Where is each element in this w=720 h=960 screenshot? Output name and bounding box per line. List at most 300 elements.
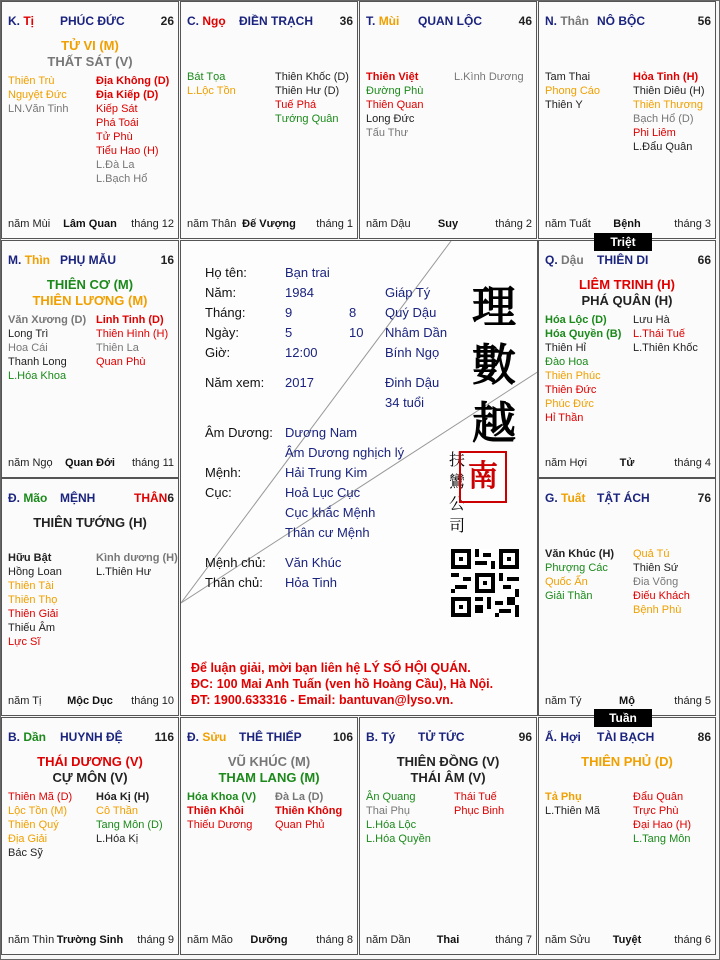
minor-star: Phục Binh xyxy=(454,805,505,817)
tieu-han-year: năm Mão xyxy=(187,934,233,946)
minor-star: L.Thiên Mã xyxy=(545,805,601,817)
palace-header xyxy=(181,14,357,30)
stamp-char-1: 扶 xyxy=(448,450,465,469)
minor-star: Thiếu Âm xyxy=(8,622,56,634)
main-star: THẤT SÁT (V) xyxy=(47,54,133,69)
palace-footer xyxy=(2,457,178,471)
minor-star: Quan Phù xyxy=(96,356,146,368)
than-chu-label: Thân chủ: xyxy=(205,575,263,590)
left-stars xyxy=(187,790,256,832)
palace-header xyxy=(539,253,715,269)
red-seal: 南 xyxy=(459,451,507,503)
main-star: LIÊM TRINH (H) xyxy=(578,277,676,292)
calligraphy-char-3: 越 xyxy=(472,398,516,449)
palace-can-chi: B. Dần xyxy=(8,730,47,744)
than-chu-value: Hỏa Tinh xyxy=(285,575,338,590)
main-stars xyxy=(2,515,178,531)
palace-name: QUAN LỘC xyxy=(418,14,482,28)
main-star: THIÊN CƠ (M) xyxy=(46,277,134,292)
hour-label: Giờ: xyxy=(205,345,231,360)
main-star: THIÊN ĐỒNG (V) xyxy=(396,754,500,769)
palace-can-chi: G. Tuất xyxy=(545,491,586,505)
minor-star: Tang Môn (D) xyxy=(96,819,163,831)
palace-name: THIÊN DI xyxy=(597,253,649,267)
minor-star: Điếu Khách xyxy=(633,590,690,602)
palace-header xyxy=(2,253,178,269)
minor-star: LN.Văn Tinh xyxy=(8,103,69,115)
truong-sinh: Mộc Dục xyxy=(67,695,113,707)
main-stars xyxy=(539,277,715,309)
nguyet-han: tháng 6 xyxy=(674,934,711,946)
minor-star: Tướng Quân xyxy=(275,113,339,125)
truong-sinh: Suy xyxy=(437,218,459,230)
palace-dai-han: 26 xyxy=(160,14,174,28)
nguyet-han: tháng 12 xyxy=(131,218,174,230)
stamp-char-3: 公 xyxy=(448,494,465,513)
nguyet-han: tháng 7 xyxy=(495,934,532,946)
minor-star: Linh Tinh (D) xyxy=(96,314,164,326)
right-stars xyxy=(633,70,705,154)
stamp-char-2: 鸞 xyxy=(448,472,465,491)
cuc-note: Cục khắc Mệnh xyxy=(285,505,376,520)
truong-sinh: Mộ xyxy=(619,695,635,707)
minor-star: Thiên Hình (H) xyxy=(96,328,169,340)
palace-header xyxy=(2,14,178,30)
palace-dai-han: 66 xyxy=(697,253,711,267)
right-stars xyxy=(454,70,524,84)
right-stars xyxy=(633,547,690,617)
contact-line-2: ĐC: 100 Mai Anh Tuấn (ven hồ Hoàng Cầu), Hà Nội. xyxy=(191,677,494,691)
minor-star: L.Hóa Quyền xyxy=(366,833,431,845)
left-stars xyxy=(545,313,621,425)
name-value: Bạn trai xyxy=(285,265,330,280)
palace-footer xyxy=(2,218,178,232)
minor-star: Lưu Hà xyxy=(633,314,670,326)
left-stars xyxy=(8,74,69,116)
minor-star: L.Thiên Hư xyxy=(96,566,152,578)
minor-star: L.Thiên Khốc xyxy=(633,342,698,354)
left-stars xyxy=(366,70,423,140)
menh-chu-label: Mệnh chủ: xyxy=(205,555,266,570)
minor-star: Thanh Long xyxy=(8,356,67,368)
palace-footer xyxy=(539,934,715,948)
minor-star: Lực Sĩ xyxy=(8,636,41,648)
palace-footer xyxy=(539,457,715,471)
year-value: 1984 xyxy=(285,285,314,300)
main-star: THIÊN PHỦ (D) xyxy=(581,754,673,769)
right-stars xyxy=(633,313,698,355)
minor-star: Phúc Đức xyxy=(545,398,594,410)
menh-label: Mệnh: xyxy=(205,465,242,480)
minor-star: Long Trì xyxy=(8,328,49,340)
minor-star: Tam Thai xyxy=(545,71,591,83)
nguyet-han: tháng 8 xyxy=(316,934,353,946)
calligraphy-char-2: 數 xyxy=(472,340,516,391)
stamp-char-4: 司 xyxy=(448,516,465,535)
palace-ngo[interactable] xyxy=(180,1,358,239)
minor-star: Địa Kiếp (D) xyxy=(96,89,159,101)
right-stars xyxy=(454,790,504,818)
hour-value: 12:00 xyxy=(285,345,318,360)
truong-sinh: Tử xyxy=(619,457,635,469)
year-label: Năm: xyxy=(205,285,237,300)
palace-dai-han: 16 xyxy=(160,253,174,267)
tieu-han-year: năm Hợi xyxy=(545,457,588,469)
palace-footer xyxy=(360,934,536,948)
palace-footer xyxy=(539,218,715,232)
minor-star: Thiên Hư (D) xyxy=(275,85,340,97)
palace-can-chi: B. Tý xyxy=(366,730,396,744)
minor-star: Đà La (D) xyxy=(275,791,324,803)
minor-star: L.Hóa Khoa xyxy=(8,370,67,382)
palace-footer xyxy=(539,695,715,709)
palace-hoi[interactable] xyxy=(538,717,716,955)
palace-can-chi: T. Mùi xyxy=(366,14,400,28)
palace-name: PHỤ MẪU xyxy=(60,253,116,267)
triet-tag: Triệt xyxy=(594,233,652,251)
minor-star: Phong Cáo xyxy=(545,85,601,97)
palace-name: NÔ BỘC xyxy=(597,14,645,28)
left-stars xyxy=(8,551,62,649)
left-stars xyxy=(545,70,600,112)
right-stars xyxy=(275,70,349,126)
minor-star: Ân Quang xyxy=(366,791,416,803)
palace-can-chi: M. Thìn xyxy=(8,253,51,267)
palace-name: HUYNH ĐỆ xyxy=(60,730,123,744)
cuc-label: Cục: xyxy=(205,485,232,500)
palace-can-chi: Ấ. Hợi xyxy=(545,730,581,744)
minor-star: Tả Phụ xyxy=(545,791,582,803)
palace-name: TÀI BẠCH xyxy=(597,730,655,744)
tieu-han-year: năm Dậu xyxy=(366,218,411,230)
minor-star: Cô Thần xyxy=(96,805,138,817)
truong-sinh: Thai xyxy=(436,934,460,946)
day-solar: 5 xyxy=(285,325,293,340)
right-stars xyxy=(96,551,178,579)
minor-star: L.Kình Dương xyxy=(454,71,524,83)
month-lunar: 8 xyxy=(349,305,357,320)
minor-star: L.Đà La xyxy=(96,159,135,171)
palace-footer xyxy=(181,218,357,232)
palace-name: THÊ THIẾP xyxy=(239,730,302,744)
palace-ti[interactable] xyxy=(1,1,179,239)
minor-star: Đào Hoa xyxy=(545,356,589,368)
truong-sinh: Đế Vượng xyxy=(242,218,296,230)
minor-star: L.Bạch Hổ xyxy=(96,173,148,185)
minor-star: Hóa Lộc (D) xyxy=(545,314,607,326)
view-year-label: Năm xem: xyxy=(205,375,265,390)
tieu-han-year: năm Thân xyxy=(187,218,237,230)
tieu-han-year: năm Ngọ xyxy=(8,457,53,469)
truong-sinh: Lâm Quan xyxy=(63,218,117,230)
palace-header xyxy=(539,14,715,30)
palace-mao[interactable] xyxy=(1,478,179,716)
left-stars xyxy=(8,313,86,383)
tieu-han-year: năm Mùi xyxy=(8,218,51,230)
main-star: VŨ KHÚC (M) xyxy=(227,754,311,769)
palace-can-chi: C. Ngọ xyxy=(187,14,226,28)
nguyet-han: tháng 4 xyxy=(674,457,711,469)
palace-name: TỬ TỨC xyxy=(418,730,465,744)
minor-star: Quốc Ấn xyxy=(545,576,588,588)
minor-star: Quan Phủ xyxy=(275,819,325,831)
minor-star: Thiên Mã (D) xyxy=(8,791,73,803)
minor-star: Tuế Phá xyxy=(275,99,317,111)
right-stars xyxy=(96,74,169,186)
minor-star: Thiên Tài xyxy=(8,580,54,592)
than-cu-note: Thân cư Mệnh xyxy=(285,525,370,540)
qr-code-icon[interactable] xyxy=(451,549,519,617)
minor-star: Hữu Bật xyxy=(8,552,52,564)
right-stars xyxy=(275,790,342,832)
palace-header xyxy=(181,730,357,746)
day-canchi: Nhâm Dần xyxy=(385,325,448,340)
palace-than-marker: THÂN xyxy=(134,491,168,505)
minor-star: Phi Liêm xyxy=(633,127,676,139)
palace-dai-han: 116 xyxy=(154,730,174,744)
palace-thin[interactable] xyxy=(1,240,179,478)
minor-star: Quả Tú xyxy=(633,548,670,560)
palace-footer xyxy=(360,218,536,232)
palace-header xyxy=(539,491,715,507)
tuan-tag: Tuần xyxy=(594,709,652,727)
main-stars xyxy=(2,754,178,786)
minor-star: Địa Không (D) xyxy=(96,75,170,87)
minor-star: Thiên Quan xyxy=(366,99,424,111)
minor-star: Thiên Việt xyxy=(366,71,419,83)
nguyet-han: tháng 5 xyxy=(674,695,711,707)
palace-name: TẬT ÁCH xyxy=(597,491,650,505)
minor-star: Thiên Thọ xyxy=(8,594,58,606)
year-canchi: Giáp Tý xyxy=(385,285,431,300)
minor-star: Thiên Đức xyxy=(545,384,597,396)
minor-star: Long Đức xyxy=(366,113,415,125)
contact-line-3[interactable]: ĐT: 1900.633316 - Email: bantuvan@lyso.vn. xyxy=(191,693,454,707)
right-stars xyxy=(633,790,691,846)
minor-star: Thiên Diêu (H) xyxy=(633,85,705,97)
palace-dai-han: 106 xyxy=(332,730,353,744)
minor-star: L.Thái Tuế xyxy=(633,328,685,340)
calligraphy-char-1: 理 xyxy=(472,282,516,333)
minor-star: Thiên Không xyxy=(275,805,343,817)
minor-star: Thiên La xyxy=(96,342,139,354)
palace-can-chi: N. Thân xyxy=(545,14,590,28)
left-stars xyxy=(545,547,614,603)
palace-footer xyxy=(181,934,357,948)
minor-star: Bạch Hổ (D) xyxy=(633,113,694,125)
minor-star: L.Đẩu Quân xyxy=(633,141,693,153)
minor-star: Hỉ Thần xyxy=(545,412,584,424)
palace-header xyxy=(360,14,536,30)
minor-star: Đẩu Quân xyxy=(633,791,684,803)
minor-star: Trực Phù xyxy=(633,805,679,817)
tieu-han-year: năm Dần xyxy=(366,934,411,946)
center-info-panel xyxy=(180,240,538,716)
left-stars xyxy=(545,790,600,818)
minor-star: Hỏa Tinh (H) xyxy=(633,71,699,83)
left-stars xyxy=(366,790,431,846)
main-stars xyxy=(539,754,715,770)
palace-dai-han: 36 xyxy=(339,14,353,28)
palace-mui[interactable] xyxy=(359,1,537,239)
main-star: CỰ MÔN (V) xyxy=(52,770,128,785)
palace-header xyxy=(2,491,178,507)
right-stars xyxy=(96,313,168,369)
main-star: TỬ VI (M) xyxy=(61,38,119,53)
menh-chu-value: Văn Khúc xyxy=(285,555,342,570)
left-stars xyxy=(8,790,72,860)
age-value: 34 tuổi xyxy=(385,395,425,410)
contact-line-1: Để luận giải, mời bạn liên hệ LÝ SỐ HỘI QUÁN. xyxy=(191,661,471,675)
minor-star: Hoa Cái xyxy=(8,342,48,354)
minor-star: L.Tang Môn xyxy=(633,833,691,845)
palace-header xyxy=(539,730,715,746)
name-label: Họ tên: xyxy=(205,265,247,280)
minor-star: Hóa Khoa (V) xyxy=(187,791,257,803)
minor-star: Địa Giải xyxy=(8,833,48,845)
minor-star: Tiểu Hao (H) xyxy=(96,145,159,157)
minor-star: Văn Xương (D) xyxy=(8,314,87,326)
minor-star: Đại Hao (H) xyxy=(633,819,692,831)
main-star: PHÁ QUÂN (H) xyxy=(581,293,673,308)
main-star: THAM LANG (M) xyxy=(218,770,320,785)
palace-tuat[interactable] xyxy=(538,478,716,716)
minor-star: Phá Toái xyxy=(96,117,139,129)
tieu-han-year: năm Sửu xyxy=(545,934,591,946)
palace-name: MỆNH xyxy=(60,491,96,505)
minor-star: Thiên Sứ xyxy=(633,562,679,574)
minor-star: Phượng Các xyxy=(545,562,608,574)
tieu-han-year: năm Tuất xyxy=(545,218,591,230)
nguyet-han: tháng 2 xyxy=(495,218,532,230)
palace-dai-han: 46 xyxy=(518,14,532,28)
minor-star: L.Hóa Kị xyxy=(96,833,139,845)
minor-star: Tấu Thư xyxy=(366,127,409,139)
palace-dau[interactable] xyxy=(538,240,716,478)
amduong-note: Âm Dương nghịch lý xyxy=(285,445,405,460)
nguyet-han: tháng 1 xyxy=(316,218,353,230)
minor-star: Thiên Giải xyxy=(8,608,59,620)
palace-dai-han: 96 xyxy=(518,730,532,744)
month-canchi: Quý Dậu xyxy=(385,305,437,320)
main-stars xyxy=(2,277,178,309)
menh-value: Hải Trung Kim xyxy=(285,465,368,480)
tieu-han-year: năm Tý xyxy=(545,695,582,707)
minor-star: Bệnh Phù xyxy=(633,604,682,616)
minor-star: Thiên Khôi xyxy=(187,805,244,817)
minor-star: Đia Võng xyxy=(633,576,679,588)
minor-star: Đường Phù xyxy=(366,85,424,97)
palace-dai-han: 6 xyxy=(167,491,174,505)
minor-star: Thiên Hỉ xyxy=(545,342,586,354)
minor-star: Tử Phù xyxy=(96,131,133,143)
nguyet-han: tháng 3 xyxy=(674,218,711,230)
tieu-han-year: năm Thìn xyxy=(8,934,55,946)
minor-star: L.Hóa Lộc xyxy=(366,819,417,831)
palace-can-chi: Đ. Sửu xyxy=(187,730,227,744)
nguyet-han: tháng 11 xyxy=(131,457,174,469)
palace-header xyxy=(2,730,178,746)
palace-name: PHÚC ĐỨC xyxy=(60,14,125,28)
view-year-canchi: Đinh Dậu xyxy=(385,375,440,390)
hour-canchi: Bính Ngọ xyxy=(385,345,440,360)
minor-star: Hóa Quyền (B) xyxy=(545,328,622,340)
palace-suu[interactable] xyxy=(180,717,358,955)
palace-dai-han: 76 xyxy=(697,491,711,505)
minor-star: Bát Tọa xyxy=(187,71,226,83)
day-lunar: 10 xyxy=(349,325,364,340)
minor-star: Hồng Loan xyxy=(8,566,62,578)
left-stars xyxy=(187,70,236,98)
main-star: THÁI ÂM (V) xyxy=(410,770,486,785)
main-star: THIÊN LƯƠNG (M) xyxy=(32,293,148,308)
main-star: THÁI DƯƠNG (V) xyxy=(37,754,143,769)
truong-sinh: Tuyệt xyxy=(612,934,642,946)
main-stars xyxy=(181,754,357,786)
minor-star: Thiếu Dương xyxy=(187,819,253,831)
minor-star: Văn Khúc (H) xyxy=(545,548,615,560)
minor-star: Lộc Tồn (M) xyxy=(8,805,68,817)
truong-sinh: Trường Sinh xyxy=(56,934,124,946)
palace-can-chi: Q. Dậu xyxy=(545,253,584,267)
minor-star: Thiên Y xyxy=(545,99,583,111)
palace-than[interactable] xyxy=(538,1,716,239)
palace-can-chi: K. Tị xyxy=(8,14,35,28)
palace-dan[interactable] xyxy=(1,717,179,955)
palace-footer xyxy=(2,695,178,709)
month-solar: 9 xyxy=(285,305,293,320)
palace-dai-han: 56 xyxy=(697,14,711,28)
truong-sinh: Dưỡng xyxy=(250,934,288,946)
minor-star: Thiên Phúc xyxy=(545,370,601,382)
minor-star: Thái Tuế xyxy=(454,791,497,803)
palace-footer xyxy=(2,934,178,948)
minor-star: Kiếp Sát xyxy=(96,103,138,115)
tieu-han-year: năm Tị xyxy=(8,695,42,707)
main-stars xyxy=(360,754,536,786)
palace-dai-han: 86 xyxy=(697,730,711,744)
minor-star: Hóa Kị (H) xyxy=(96,791,150,803)
minor-star: Nguyệt Đức xyxy=(8,89,67,101)
truong-sinh: Quan Đới xyxy=(65,457,115,469)
cuc-value: Hoả Lục Cục xyxy=(285,485,361,500)
amduong-label: Âm Dương: xyxy=(205,425,273,440)
main-star: THIÊN TƯỚNG (H) xyxy=(33,515,147,530)
main-stars xyxy=(2,38,178,70)
palace-can-chi: Đ. Mão xyxy=(8,491,48,505)
palace-name: ĐIỀN TRẠCH xyxy=(239,14,313,28)
truong-sinh: Bệnh xyxy=(613,218,641,230)
palace-header xyxy=(360,730,536,746)
palace-ty[interactable] xyxy=(359,717,537,955)
minor-star: Kình dương (H) xyxy=(96,552,178,564)
amduong-value: Dương Nam xyxy=(285,425,358,440)
nguyet-han: tháng 10 xyxy=(131,695,174,707)
month-label: Tháng: xyxy=(205,305,246,320)
day-label: Ngày: xyxy=(205,325,239,340)
minor-star: Thiên Trù xyxy=(8,75,55,87)
minor-star: Thai Phụ xyxy=(366,805,411,817)
minor-star: L.Lộc Tồn xyxy=(187,85,236,97)
minor-star: Thiên Khốc (D) xyxy=(275,71,349,83)
right-stars xyxy=(96,790,163,846)
view-year-value: 2017 xyxy=(285,375,314,390)
minor-star: Thiên Quý xyxy=(8,819,59,831)
minor-star: Giải Thần xyxy=(545,590,593,602)
minor-star: Thiên Thương xyxy=(633,99,704,111)
minor-star: Bác Sỹ xyxy=(8,847,43,859)
nguyet-han: tháng 9 xyxy=(137,934,174,946)
